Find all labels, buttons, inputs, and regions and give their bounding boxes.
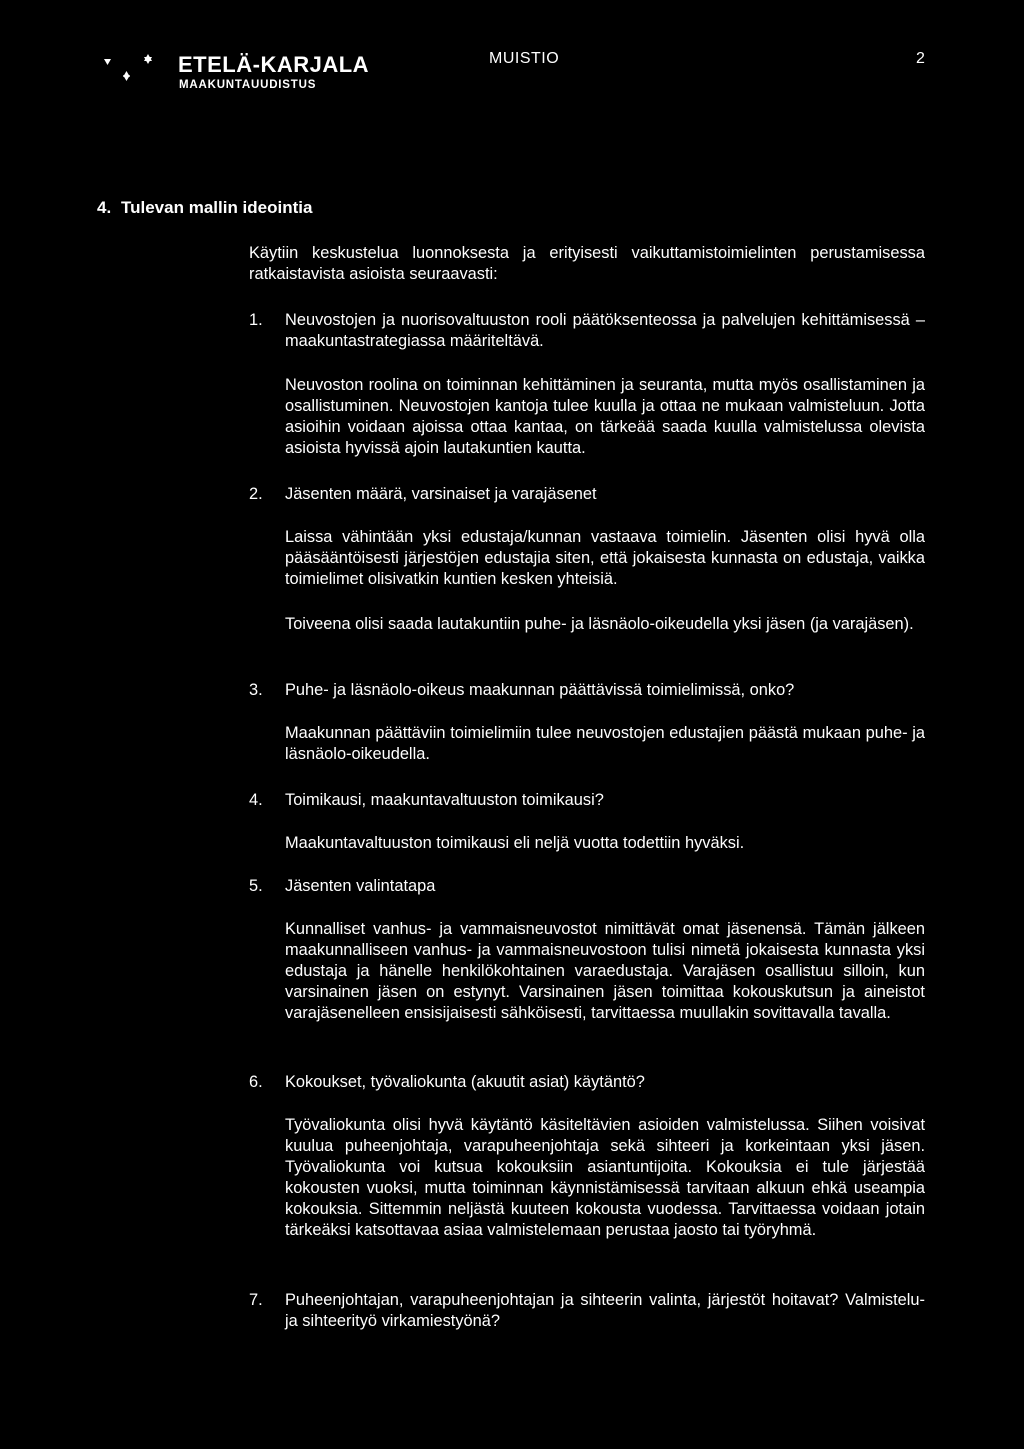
logo-subtitle: MAAKUNTAUUDISTUS xyxy=(179,79,317,91)
item-question: Puhe- ja läsnäolo-oikeus maakunnan päättävissä toimielimissä, onko? xyxy=(285,681,795,699)
page-number: 2 xyxy=(916,50,925,67)
item-answer: Neuvoston roolina on toiminnan kehittäminen ja seuranta, mutta myös osallistaminen ja osallistuminen. Neuvostojen kantoja tulee kuulla ja ottaa ne mukaan valmisteluun. Jotta asioihin voidaan ajoissa ottaa kantaa, on tärkeää saada kuulla valmistelussa olevista asioista hyvissä ajoin lautakuntien kautta. xyxy=(285,376,925,457)
item-number: 7. xyxy=(249,1291,263,1309)
item-question: Jäsenten valintatapa xyxy=(285,877,436,895)
item-answer: Kunnalliset vanhus- ja vammaisneuvostot nimittävät omat jäsenensä. Tämän jälkeen maakunnalliseen vanhus- ja vammaisneuvostoon tulisi nimetä jokaisesta kunnasta yksi edustaja ja hänelle henkilökohtainen varaedustaja. Varajäsen osallistuu silloin, kun varsinainen jäsen on estynyt. Varsinainen jäsen toimittaa kokouskutsun ja aineistot varajäsenelleen ensisijaisesti sähköisesti, tarvittaessa muullakin sovittavalla tavalla. xyxy=(285,920,925,1022)
item-answer: Maakuntavaltuuston toimikausi eli neljä vuotta todettiin hyväksi. xyxy=(285,834,745,852)
document-type: MUISTIO xyxy=(489,50,560,67)
item-answer: Maakunnan päättäviin toimielimiin tulee neuvostojen edustajien päästä mukaan puhe- ja läsnäolo-oikeudella. xyxy=(285,724,925,763)
item-answer: Laissa vähintään yksi edustaja/kunnan vastaava toimielin. Jäsenten olisi hyvä olla pääsääntöisesti järjestöjen edustajia siten, että jokaisesta kunnasta on edustaja, vaikka toimielimet olisivatkin kuntien kesken yhteisiä. xyxy=(285,528,925,588)
item-number: 2. xyxy=(249,485,263,503)
section-heading xyxy=(97,198,312,218)
item-number: 1. xyxy=(249,311,263,329)
item-question: Puheenjohtajan, varapuheenjohtajan ja sihteerin valinta, järjestöt hoitavat? Valmistelu- ja sihteerityö virkamiestyönä? xyxy=(285,1291,925,1330)
item-question: Jäsenten määrä, varsinaiset ja varajäsenet xyxy=(285,485,597,503)
logo-title: ETELÄ-KARJALA xyxy=(178,52,370,77)
item-number: 3. xyxy=(249,681,263,699)
logo xyxy=(104,50,370,96)
item-answer: Työvaliokunta olisi hyvä käytäntö käsiteltävien asioiden valmistelussa. Siihen voisivat kuulua puheenjohtaja, varapuheenjohtaja sekä sihteeri ja korkeintaan yksi jäsen. Työvaliokunta voi kutsua kokouksiin asiantuntijoita. Kokouksia ei tule järjestää kokousten vuoksi, mutta toiminnan käynnistämisessä tarvitaan alkuun ehkä useampia kokouksia. Sittemmin neljästä kuuteen kokousta vuodessa. Tarvittaessa voidaan jotain tärkeäksi katsottavaa asiaa valmistelemaan perustaa jaosto tai työryhmä. xyxy=(285,1116,925,1239)
item-question: Neuvostojen ja nuorisovaltuuston rooli päätöksenteossa ja palvelujen kehittämisessä – maakuntastrategiassa määriteltävä. xyxy=(285,311,925,350)
item-number: 4. xyxy=(249,791,263,809)
section-number: 4. xyxy=(97,198,112,217)
logo-diamonds-icon xyxy=(104,53,164,93)
section-intro: Käytiin keskustelua luonnoksesta ja erityisesti vaikuttamistoimielinten perustamisessa ratkaistavista asioista seuraavasti: xyxy=(249,244,925,283)
item-question: Kokoukset, työvaliokunta (akuutit asiat) käytäntö? xyxy=(285,1073,645,1091)
item-number: 6. xyxy=(249,1073,263,1091)
item-answer: Toiveena olisi saada lautakuntiin puhe- ja läsnäolo-oikeudella yksi jäsen (ja varajäsen). xyxy=(285,615,914,633)
item-number: 5. xyxy=(249,877,263,895)
section-title: Tulevan mallin ideointia xyxy=(121,198,313,217)
item-question: Toimikausi, maakuntavaltuuston toimikausi? xyxy=(285,791,604,809)
